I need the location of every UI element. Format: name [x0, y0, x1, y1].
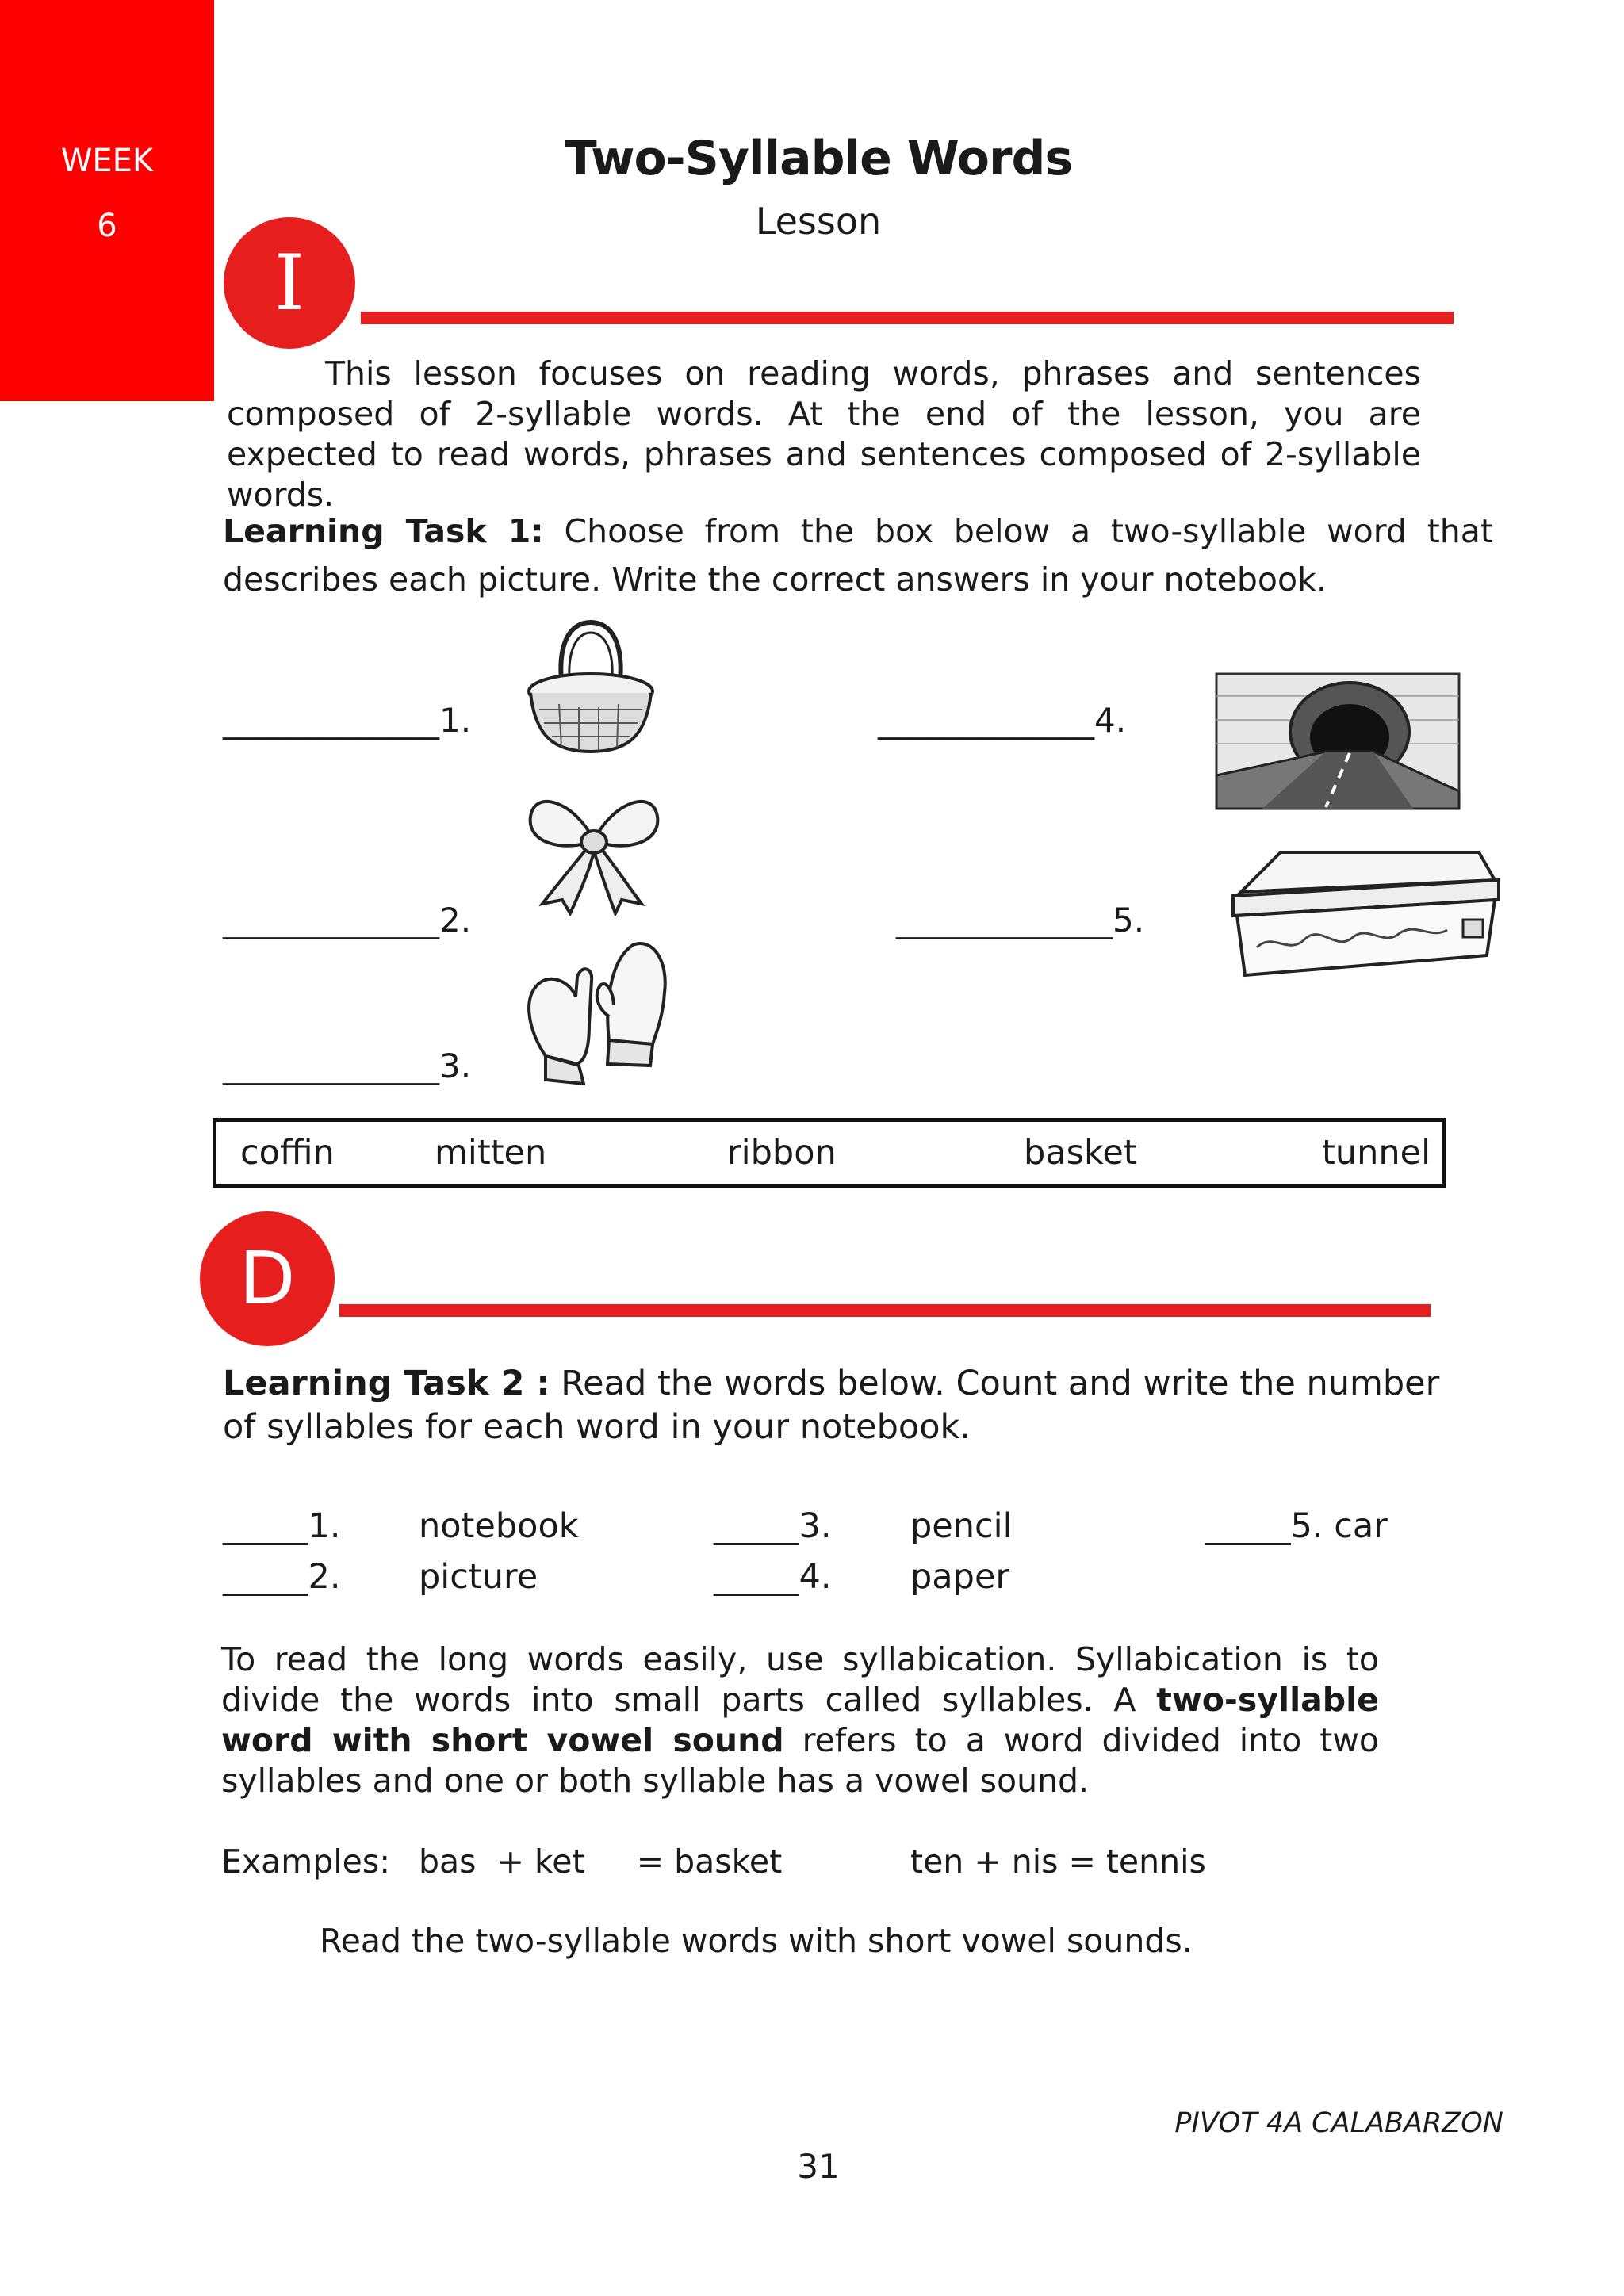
task1-text: Choose from the box below a two-syllable word that describes each picture. Write the correct answers in your notebook. [223, 512, 1493, 599]
mittens-icon [514, 929, 672, 1088]
task1-label: Learning Task 1: [223, 512, 544, 550]
section-i-badge: I [224, 217, 355, 349]
lesson-intro [227, 354, 1421, 515]
para-text: refers to a word divided into two syllables and one or both syllable has a vowel sound. [221, 1721, 1379, 1800]
task2-item-3 [714, 1506, 832, 1546]
week-number: 6 [97, 208, 117, 244]
tunnel-icon [1215, 672, 1461, 810]
page-subtitle: Lesson [755, 200, 882, 243]
answer-blank: _____________ [896, 901, 1113, 939]
task2-word-2: picture [419, 1557, 538, 1597]
task2-item-1 [223, 1506, 341, 1546]
example-tennis: ten + nis = tennis [910, 1843, 1206, 1881]
answer-blank: _____________ [223, 901, 439, 939]
item-number: 2. [439, 901, 472, 939]
answer-blank: _____________ [223, 1047, 439, 1085]
section-d-divider [339, 1304, 1431, 1317]
task2-word-1: notebook [419, 1506, 579, 1546]
item-number: 4. [799, 1557, 832, 1597]
intro-text: This lesson focuses on reading words, phrases and sentences composed of 2-syllable words. At the end of the lesson, you are expected to read words, phrases and sentences composed of 2-syllable words. [227, 354, 1421, 514]
item-number: 5. car [1290, 1506, 1388, 1546]
task2-instructions [223, 1362, 1460, 1449]
task2-label: Learning Task 2 : [223, 1364, 550, 1403]
answer-blank: _____________ [878, 701, 1094, 740]
task1-item-4 [878, 701, 1126, 740]
item-number: 4. [1094, 701, 1127, 740]
page-title: Two-Syllable Words [564, 131, 1073, 186]
answer-blank: _____ [1205, 1506, 1291, 1546]
page-number: 31 [797, 2147, 840, 2186]
word-box-item: tunnel [1322, 1133, 1431, 1173]
para-text: To read the long words easily, use syllabication. Syllabication is to divide the words into small parts called syllables. A [221, 1640, 1379, 1719]
item-number: 1. [439, 701, 472, 740]
word-box-item: ribbon [727, 1133, 837, 1173]
ribbon-icon [527, 785, 661, 916]
answer-blank: _____ [223, 1557, 308, 1597]
footer-source: PIVOT 4A CALABARZON [1174, 2107, 1503, 2139]
item-number: 5. [1113, 901, 1145, 939]
coffin-icon [1225, 844, 1503, 987]
reading-instruction: Read the two-syllable words with short vowel sounds. [320, 1922, 1193, 1960]
word-box [213, 1118, 1446, 1188]
week-label: WEEK [60, 143, 154, 179]
answer-blank: _____________ [223, 701, 439, 740]
answer-blank: _____ [714, 1557, 799, 1597]
answer-blank: _____ [714, 1506, 799, 1546]
task2-word-3: pencil [910, 1506, 1013, 1546]
task1-instructions [223, 507, 1493, 604]
item-number: 2. [308, 1557, 341, 1597]
examples-label: Examples: [221, 1843, 391, 1881]
item-number: 3. [439, 1047, 472, 1085]
basket-icon [523, 618, 658, 757]
item-number: 1. [308, 1506, 341, 1546]
section-d-badge: D [200, 1211, 335, 1346]
answer-blank: _____ [223, 1506, 308, 1546]
task2-item-5 [1205, 1506, 1388, 1546]
syllabication-paragraph [221, 1640, 1379, 1801]
word-box-item: basket [1024, 1133, 1137, 1173]
task2-item-2 [223, 1557, 341, 1597]
item-number: 3. [799, 1506, 832, 1546]
task1-item-1 [223, 701, 471, 740]
section-i-divider [361, 312, 1454, 324]
word-box-item: coffin [240, 1133, 335, 1173]
task2-word-4: paper [910, 1557, 1010, 1597]
task2-text: Read the words below. Count and write the number of syllables for each word in your notebook. [223, 1364, 1440, 1447]
word-box-item: mitten [435, 1133, 547, 1173]
task1-item-2 [223, 901, 471, 939]
example-basket: bas + ket = basket [419, 1843, 783, 1881]
para-bold-term: two-syllable word with short vowel sound [221, 1681, 1379, 1759]
task1-item-3 [223, 1047, 471, 1085]
task1-item-5 [896, 901, 1144, 939]
task2-item-4 [714, 1557, 832, 1597]
